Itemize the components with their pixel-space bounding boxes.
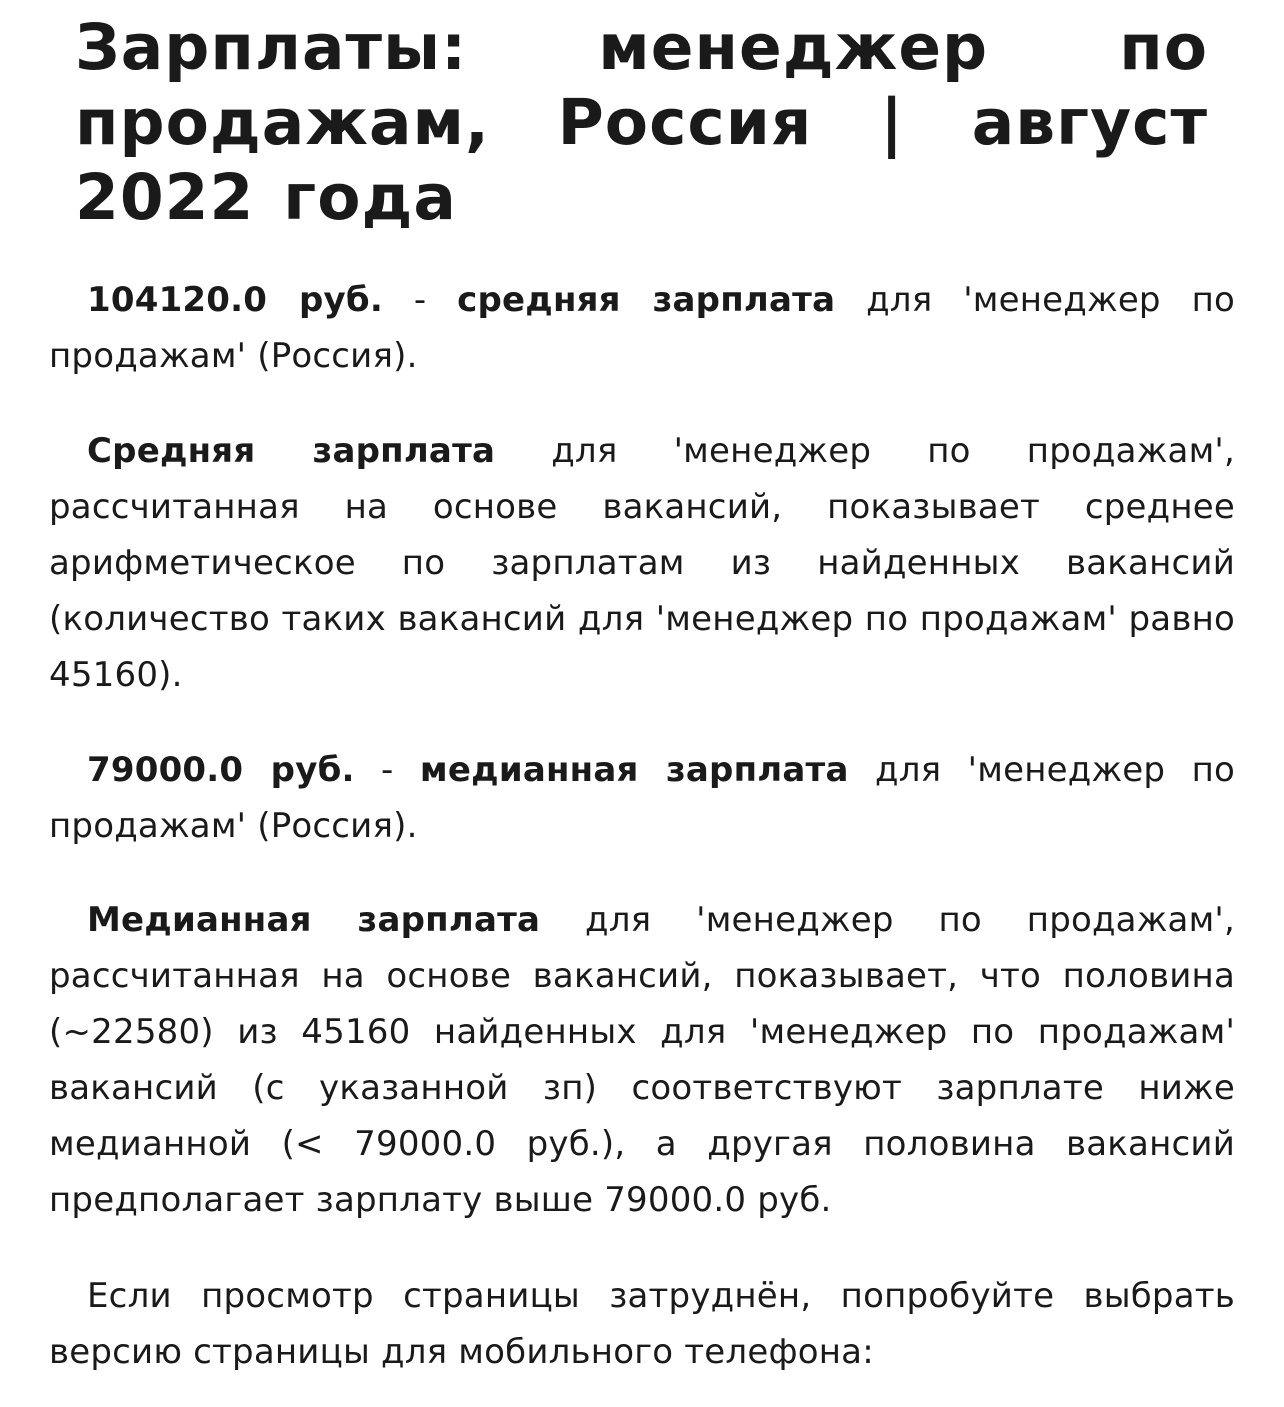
average-salary-rest: для 'менеджер по продажам' (Россия). bbox=[49, 280, 1235, 376]
average-explanation-label: Средняя зарплата bbox=[87, 431, 496, 471]
average-salary-explanation bbox=[49, 423, 1235, 703]
average-salary-paragraph bbox=[49, 272, 1235, 384]
median-explanation-label: Медианная зарплата bbox=[87, 900, 541, 940]
median-salary-rest: для 'менеджер по продажам' (Россия). bbox=[49, 750, 1235, 846]
median-salary-dash: - bbox=[354, 750, 420, 790]
page-title: Зарплаты: менеджер по продажам, Россия | август 2022 года bbox=[75, 11, 1208, 234]
average-explanation-text: для 'менеджер по продажам', рассчитанная на основе вакансий, показывает среднее арифметическое по зарплатам из найденных вакансий (количество таких вакансий для 'менеджер по продажам' равно 45160). bbox=[49, 431, 1235, 695]
average-salary-dash: - bbox=[382, 280, 458, 320]
mobile-version-hint: Если просмотр страницы затруднён, попробуйте выбрать версию страницы для мобильного телефона: bbox=[49, 1276, 1235, 1372]
median-explanation-text: для 'менеджер по продажам', рассчитанная на основе вакансий, показывает, что половина (~22580) из 45160 найденных для 'менеджер по продажам' вакансий (с указанной зп) соответствуют зарплате ниже медианной (< 79000.0 руб.), а другая половина вакансий предполагает зарплату выше 79000.0 руб. bbox=[49, 900, 1235, 1220]
average-salary-amount: 104120.0 руб. bbox=[87, 280, 383, 320]
average-salary-label: средняя зарплата bbox=[457, 280, 836, 320]
median-salary-paragraph bbox=[49, 742, 1235, 854]
median-salary-explanation bbox=[49, 892, 1235, 1228]
median-salary-label: медианная зарплата bbox=[419, 750, 849, 790]
median-salary-amount: 79000.0 руб. bbox=[87, 750, 355, 790]
